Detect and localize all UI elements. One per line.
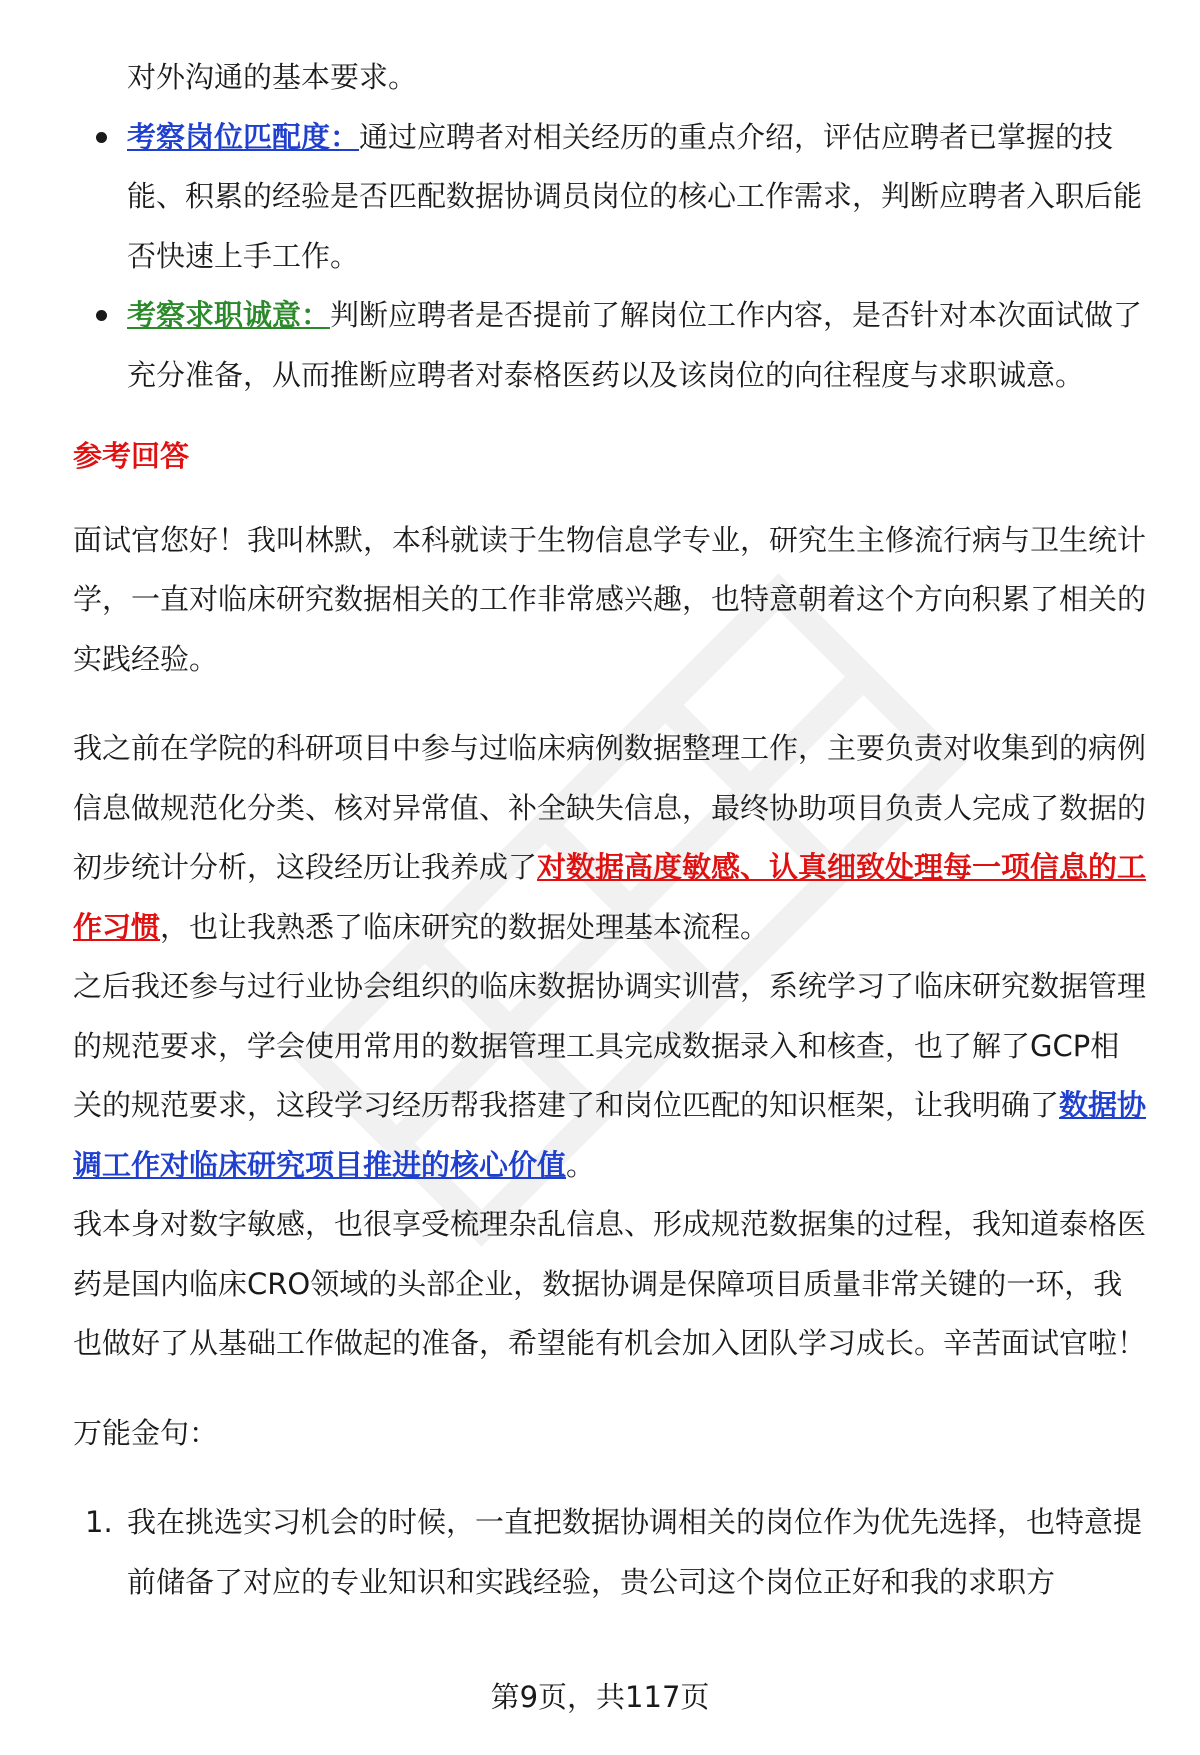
bullet-dot-icon (96, 132, 107, 143)
para3-text-before: 之后我还参与过行业协会组织的临床数据协调实训营，系统学习了临床研究数据管理的规范要求，学会使用常用的数据管理工具完成数据录入和核查，也了解了GCP相关的规范要求，这段学习经历帮我搭建了和岗位匹配的知识框架，让我明确了 (73, 969, 1147, 1122)
page-footer: 第9页，共117页 (490, 1680, 710, 1714)
para2-text-after: ，也让我熟悉了临床研究的数据处理基本流程。 (160, 909, 770, 944)
bullet-label-job-match: 考察岗位匹配度： (127, 119, 360, 154)
golden-sentence-heading: 万能金句： (73, 1415, 219, 1450)
golden-sentence-text: 我在挑选实习机会的时候，一直把数据协调相关的岗位作为优先选择，也特意提前储备了对应的专业知识和实践经验，贵公司这个岗位正好和我的求职方 (127, 1505, 1143, 1599)
bullet-item-sincerity (73, 286, 1148, 405)
golden-sentence-list (73, 1493, 1148, 1612)
bullet-item-job-match (73, 108, 1148, 287)
bullet-text-job-match: 通过应聘者对相关经历的重点介绍，评估应聘者已掌握的技能、积累的经验是否匹配数据协调员岗位的核心工作需求，判断应聘者入职后能否快速上手工作。 (127, 119, 1143, 273)
answer-paragraph-intro: 面试官您好！我叫林默，本科就读于生物信息学专业，研究生主修流行病与卫生统计学，一直对临床研究数据相关的工作非常感兴趣，也特意朝着这个方向积累了相关的实践经验。 (73, 522, 1147, 676)
para3-text-after: 。 (566, 1147, 596, 1182)
list-number: 1. (85, 1505, 113, 1539)
golden-sentence-item (73, 1493, 1148, 1612)
bullet-dot-icon (96, 310, 107, 321)
bullet-text-sincerity: 判断应聘者是否提前了解岗位工作内容，是否针对本次面试做了充分准备，从而推断应聘者对泰格医药以及该岗位的向往程度与求职诚意。 (127, 298, 1143, 392)
answer-paragraph-research (73, 719, 1148, 957)
intro-line: 对外沟通的基本要求。 (127, 60, 418, 94)
document-body (73, 48, 1148, 1612)
assessment-bullet-list (73, 108, 1148, 406)
para2-highlight: 对数据高度敏感、认真细致处理每一项信息的工作习惯 (73, 850, 1147, 944)
bullet-label-sincerity: 考察求职诚意： (127, 298, 331, 332)
answer-paragraph-training (73, 957, 1148, 1195)
reference-answer-heading: 参考回答 (73, 439, 190, 473)
answer-paragraph-closing: 我本身对数字敏感，也很享受梳理杂乱信息、形成规范数据集的过程，我知道泰格医药是国内临床CRO领域的头部企业，数据协调是保障项目质量非常关键的一环，我也做好了从基础工作做起的准备，希望能有机会加入团队学习成长。辛苦面试官啦！ (73, 1207, 1147, 1360)
para2-text-before: 我之前在学院的科研项目中参与过临床病例数据整理工作，主要负责对收集到的病例信息做规范化分类、核对异常值、补全缺失信息，最终协助项目负责人完成了数据的初步统计分析，这段经历让我养成了 (73, 731, 1147, 884)
para3-highlight: 数据协调工作对临床研究项目推进的核心价值 (73, 1088, 1147, 1182)
